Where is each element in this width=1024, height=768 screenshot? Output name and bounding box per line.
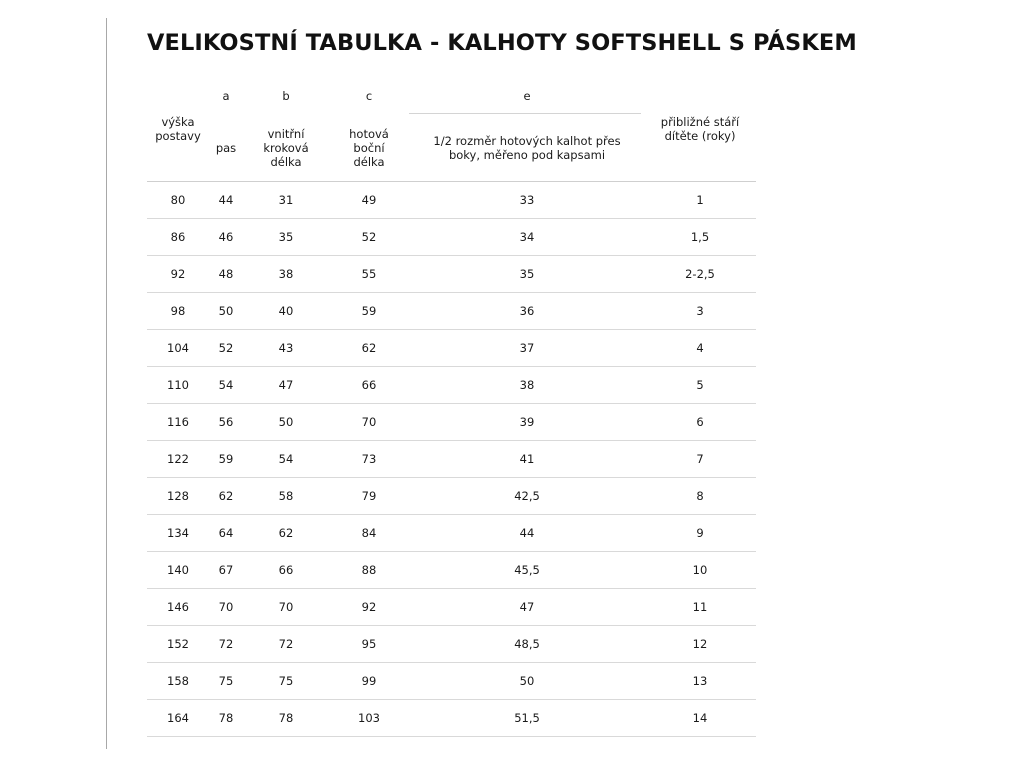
column-letter-c: c <box>365 89 373 103</box>
cell-inseam: 35 <box>278 230 294 244</box>
table-header <box>147 86 756 182</box>
column-header-hip <box>433 134 620 162</box>
cell-side-length: 84 <box>361 526 377 540</box>
cell-waist: 78 <box>218 711 234 725</box>
cell-age: 7 <box>696 452 704 466</box>
cell-side-length: 73 <box>361 452 377 466</box>
cell-height: 128 <box>167 489 189 503</box>
cell-height: 86 <box>170 230 186 244</box>
cell-inseam: 70 <box>278 600 294 614</box>
cell-side-length: 55 <box>361 267 377 281</box>
cell-side-length: 66 <box>361 378 377 392</box>
cell-age: 3 <box>696 304 704 318</box>
cell-age: 8 <box>696 489 704 503</box>
column-header-inseam <box>263 127 308 169</box>
table-row <box>147 478 756 515</box>
cell-hip: 39 <box>519 415 535 429</box>
header-text-line: boky, měřeno pod kapsami <box>448 148 606 162</box>
cell-waist: 62 <box>218 489 234 503</box>
cell-hip: 48,5 <box>514 637 540 651</box>
table-row <box>147 367 756 404</box>
cell-waist: 48 <box>218 267 234 281</box>
cell-age: 12 <box>692 637 708 651</box>
cell-height: 104 <box>167 341 189 355</box>
cell-hip: 44 <box>519 526 535 540</box>
cell-age: 6 <box>696 415 704 429</box>
cell-age: 1 <box>696 193 704 207</box>
cell-height: 158 <box>167 674 189 688</box>
table-row <box>147 552 756 589</box>
column-header-height <box>155 115 201 143</box>
cell-hip: 45,5 <box>514 563 540 577</box>
header-text-line: délka <box>270 155 302 169</box>
cell-inseam: 43 <box>278 341 294 355</box>
cell-inseam: 58 <box>278 489 294 503</box>
cell-hip: 51,5 <box>514 711 540 725</box>
cell-waist: 64 <box>218 526 234 540</box>
cell-side-length: 59 <box>361 304 377 318</box>
header-text-line: délka <box>353 155 385 169</box>
cell-height: 92 <box>170 267 186 281</box>
column-header-age <box>661 115 739 143</box>
cell-hip: 33 <box>519 193 535 207</box>
cell-hip: 34 <box>519 230 535 244</box>
table-body <box>147 182 756 737</box>
cell-height: 110 <box>167 378 189 392</box>
cell-side-length: 79 <box>361 489 377 503</box>
cell-inseam: 47 <box>278 378 294 392</box>
cell-age: 1,5 <box>690 230 710 244</box>
cell-age: 13 <box>692 674 708 688</box>
vertical-divider <box>106 18 107 749</box>
cell-inseam: 31 <box>278 193 294 207</box>
table-row <box>147 589 756 626</box>
column-letter-e: e <box>523 89 531 103</box>
cell-height: 98 <box>170 304 186 318</box>
cell-inseam: 75 <box>278 674 294 688</box>
cell-height: 164 <box>167 711 189 725</box>
cell-age: 4 <box>696 341 704 355</box>
cell-waist: 44 <box>218 193 234 207</box>
cell-inseam: 54 <box>278 452 294 466</box>
cell-waist: 70 <box>218 600 234 614</box>
cell-waist: 56 <box>218 415 234 429</box>
cell-inseam: 40 <box>278 304 294 318</box>
column-letter-b: b <box>282 89 290 103</box>
table-row <box>147 293 756 330</box>
table-row <box>147 256 756 293</box>
cell-side-length: 70 <box>361 415 377 429</box>
cell-inseam: 62 <box>278 526 294 540</box>
cell-inseam: 50 <box>278 415 294 429</box>
cell-hip: 37 <box>519 341 535 355</box>
table-row <box>147 626 756 663</box>
cell-height: 122 <box>167 452 189 466</box>
cell-height: 140 <box>167 563 189 577</box>
cell-side-length: 95 <box>361 637 377 651</box>
cell-waist: 75 <box>218 674 234 688</box>
cell-age: 9 <box>696 526 704 540</box>
cell-age: 14 <box>692 711 708 725</box>
cell-side-length: 88 <box>361 563 377 577</box>
cell-hip: 41 <box>519 452 535 466</box>
cell-side-length: 62 <box>361 341 377 355</box>
cell-waist: 59 <box>218 452 234 466</box>
cell-inseam: 38 <box>278 267 294 281</box>
cell-side-length: 52 <box>361 230 377 244</box>
header-text-line: hotová <box>349 127 389 141</box>
cell-inseam: 72 <box>278 637 294 651</box>
cell-hip: 42,5 <box>514 489 540 503</box>
page-title: VELIKOSTNÍ TABULKA - KALHOTY SOFTSHELL S PÁSKEM <box>147 30 857 56</box>
cell-side-length: 92 <box>361 600 377 614</box>
header-text-line: výška <box>161 115 195 129</box>
column-header-waist: pas <box>215 141 237 155</box>
header-text-line: kroková <box>263 141 309 155</box>
cell-height: 146 <box>167 600 189 614</box>
cell-waist: 72 <box>218 637 234 651</box>
header-text-line: vnitřní <box>267 127 305 141</box>
cell-waist: 52 <box>218 341 234 355</box>
cell-waist: 46 <box>218 230 234 244</box>
column-header-side-length <box>349 127 389 169</box>
cell-hip: 38 <box>519 378 535 392</box>
table-row <box>147 515 756 552</box>
cell-height: 152 <box>167 637 189 651</box>
cell-height: 116 <box>167 415 189 429</box>
table-row <box>147 330 756 367</box>
cell-hip: 35 <box>519 267 535 281</box>
cell-waist: 67 <box>218 563 234 577</box>
column-e-underline <box>409 113 641 114</box>
cell-age: 5 <box>696 378 704 392</box>
cell-age: 11 <box>692 600 708 614</box>
table-row <box>147 219 756 256</box>
cell-hip: 50 <box>519 674 535 688</box>
cell-side-length: 99 <box>361 674 377 688</box>
cell-inseam: 66 <box>278 563 294 577</box>
header-text-line: postavy <box>155 129 201 143</box>
cell-side-length: 103 <box>358 711 380 725</box>
cell-waist: 54 <box>218 378 234 392</box>
table-row <box>147 182 756 219</box>
column-letter-a: a <box>222 89 230 103</box>
cell-height: 134 <box>167 526 189 540</box>
table-row <box>147 441 756 478</box>
cell-height: 80 <box>170 193 186 207</box>
header-text-line: přibližné stáří <box>660 115 740 129</box>
size-table <box>147 86 756 737</box>
cell-side-length: 49 <box>361 193 377 207</box>
table-row <box>147 404 756 441</box>
cell-hip: 47 <box>519 600 535 614</box>
cell-waist: 50 <box>218 304 234 318</box>
cell-age: 2-2,5 <box>685 267 715 281</box>
header-text-line: 1/2 rozměr hotových kalhot přes <box>433 134 621 148</box>
cell-inseam: 78 <box>278 711 294 725</box>
cell-hip: 36 <box>519 304 535 318</box>
header-text-line: boční <box>353 141 385 155</box>
header-text-line: dítěte (roky) <box>664 129 736 143</box>
table-row <box>147 700 756 737</box>
table-row <box>147 663 756 700</box>
cell-age: 10 <box>692 563 708 577</box>
